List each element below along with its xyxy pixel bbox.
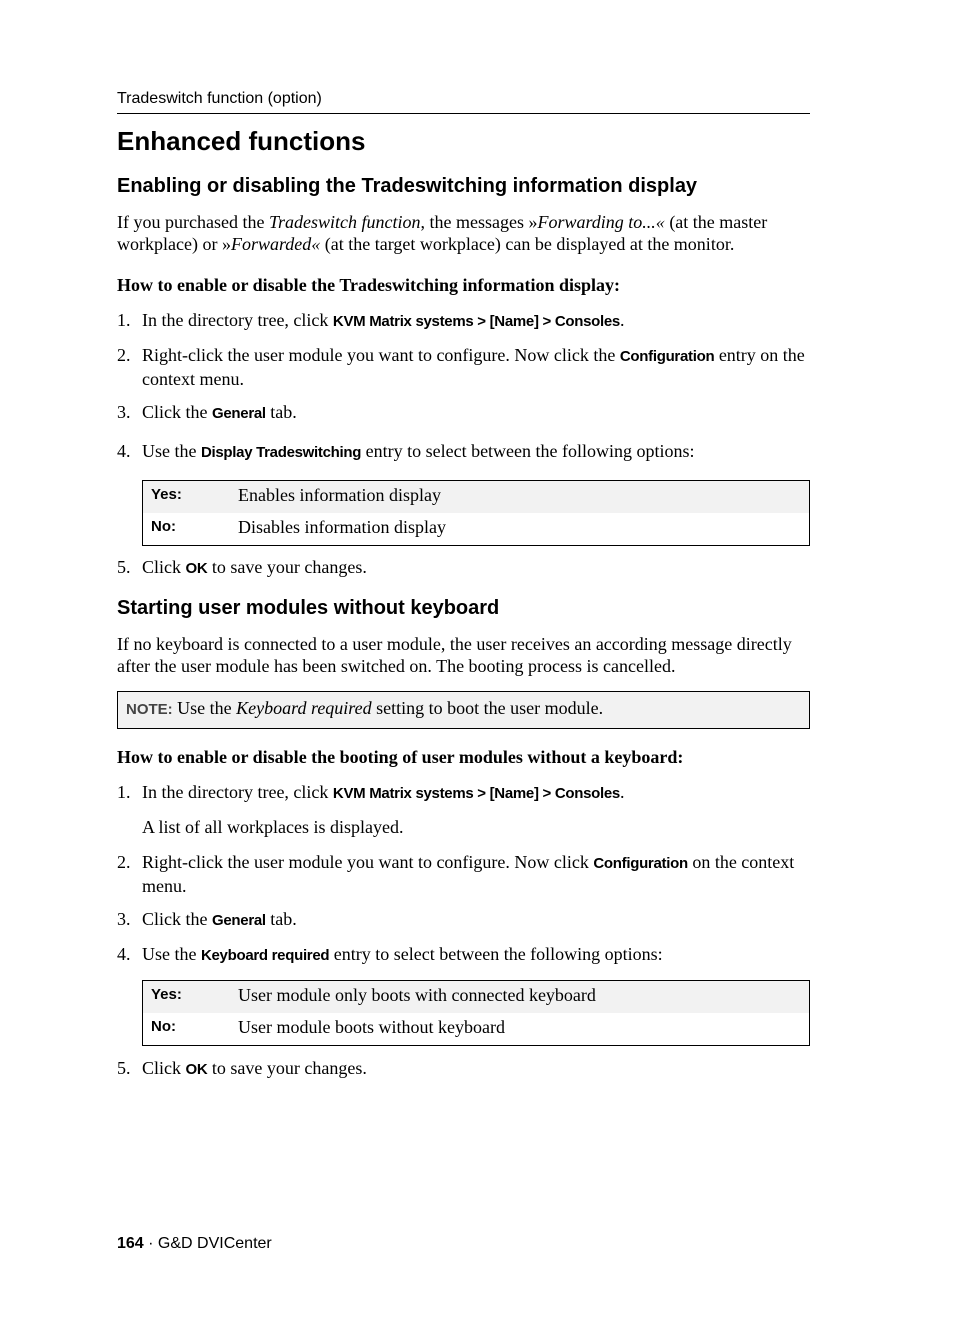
- option-key: No:: [151, 1018, 176, 1035]
- option-key: Yes:: [151, 486, 182, 503]
- option-value: User module boots without keyboard: [238, 1017, 505, 1037]
- option-row: [143, 513, 809, 545]
- options-table-tradeswitching: [142, 480, 810, 546]
- note-label: NOTE:: [126, 701, 173, 718]
- option-row: [143, 481, 809, 513]
- running-header: Tradeswitch function (option): [117, 89, 810, 114]
- option-key: Yes:: [151, 986, 182, 1003]
- note-box: NOTE: Use the Keyboard required setting to boot the user module.: [117, 691, 810, 729]
- howto-heading-tradeswitching: How to enable or disable the Tradeswitching information display:: [117, 275, 621, 295]
- page-number: 164: [117, 1235, 144, 1252]
- option-row: [143, 1013, 809, 1045]
- howto-heading-keyboard: How to enable or disable the booting of user modules without a keyboard:: [117, 747, 684, 767]
- option-value: Disables information display: [238, 517, 446, 537]
- product-name: G&D DVICenter: [157, 1235, 272, 1252]
- option-key: No:: [151, 518, 176, 535]
- page-footer: 164 · G&D DVICenter: [117, 1235, 272, 1252]
- option-row: [143, 981, 809, 1013]
- intro-paragraph-keyboard: If no keyboard is connected to a user module, the user receives an according message directly after the user module has been switched on. The booting process is cancelled.: [117, 634, 792, 676]
- options-table-keyboard: [142, 980, 810, 1046]
- section-title-keyboard: Starting user modules without keyboard: [117, 597, 500, 619]
- section-title-tradeswitching: Enabling or disabling the Tradeswitching information display: [117, 175, 698, 197]
- page-title: Enhanced functions: [117, 126, 366, 156]
- option-value: Enables information display: [238, 485, 441, 505]
- intro-paragraph-tradeswitching: If you purchased the Tradeswitch function, the messages »Forwarding to...« (at the master workplace) or »Forwarded« (at the target workplace) can be displayed at the monitor.: [117, 212, 768, 254]
- option-value: User module only boots with connected keyboard: [238, 985, 596, 1005]
